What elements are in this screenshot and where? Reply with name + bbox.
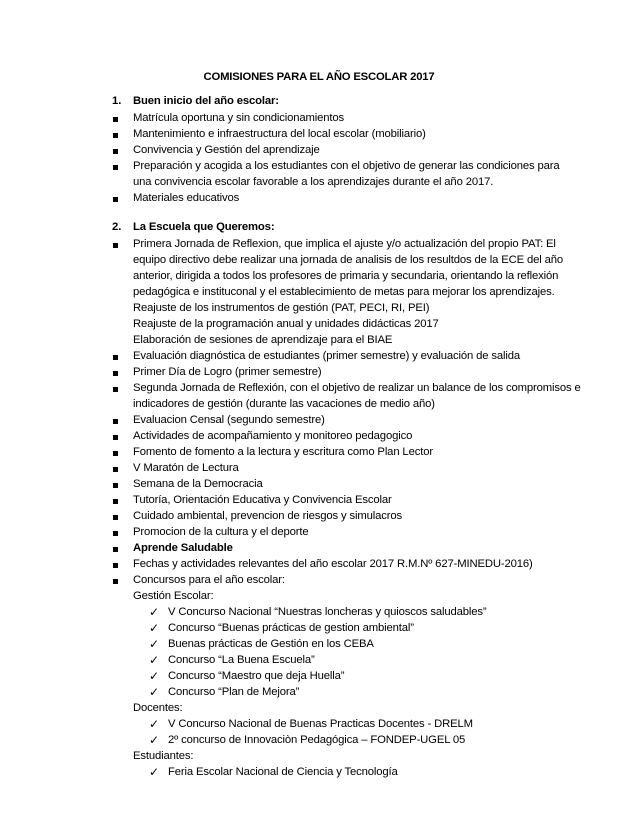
bullet-icon [113,371,118,376]
list-item: Evaluacion Censal (segundo semestre) [133,414,325,426]
bullet-icon [113,499,118,504]
bullet-icon [113,547,118,552]
bullet-icon [113,387,118,392]
checkmark-icon: ✓ [149,717,160,731]
list-item-continuation: Reajuste de la programación anual y unidades didácticas 2017 [133,318,439,330]
bullet-icon [113,165,118,170]
bullet-icon [113,149,118,154]
bullet-icon [113,515,118,520]
contest-item: Concurso “Maestro que deja Huella” [168,670,345,682]
bullet-icon [113,531,118,536]
list-item: Fechas y actividades relevantes del año escolar 2017 R.M.Nº 627-MINEDU-2016) [133,558,533,570]
section-1-heading: Buen inicio del año escolar: [133,95,279,107]
list-item-continuation: una convivencia escolar favorable a los aprendizajes durante el año 2017. [133,176,494,188]
list-item: Materiales educativos [133,192,240,204]
bullet-icon [113,133,118,138]
bullet-icon [113,197,118,202]
contest-item: Concurso “La Buena Escuela” [168,654,315,666]
list-item-continuation: indicadores de gestión (durante las vacaciones de medio año) [133,398,435,410]
list-item-continuation: equipo directivo debe realizar una jornada de analisis de los resultdos de la ECE del año [133,254,564,266]
bullet-icon [113,483,118,488]
list-item: Evaluación diagnóstica de estudiantes (primer semestre) y evaluación de salida [133,350,521,362]
list-item: Tutoría, Orientación Educativa y Convivencia Escolar [133,494,392,506]
list-item-continuation: pedagógica e instituconal y el establecimiento de metas para mejorar los aprendizajes. [133,286,555,298]
contest-item: V Concurso Nacional “Nuestras loncheras y quioscos saludables” [168,606,487,618]
list-item: Promocion de la cultura y el deporte [133,526,309,538]
contest-item: Feria Escolar Nacional de Ciencia y Tecnología [168,766,398,778]
checkmark-icon: ✓ [149,669,160,683]
bullet-icon [113,355,118,360]
checkmark-icon: ✓ [149,733,160,747]
list-item: Preparación y acogida a los estudiantes con el objetivo de generar las condiciones para [133,160,560,172]
checkmark-icon: ✓ [149,653,160,667]
contest-item: Concurso “Buenas prácticas de gestion ambiental” [168,622,414,634]
bullet-icon [113,579,118,584]
section-2-heading: La Escuela que Queremos: [133,221,275,233]
list-item: Primera Jornada de Reflexion, que implica el ajuste y/o actualización del propio PAT: El [133,238,556,250]
checkmark-icon: ✓ [149,685,160,699]
bullet-icon [113,117,118,122]
checkmark-icon: ✓ [149,765,160,779]
list-item: Aprende Saludable [133,542,233,554]
list-item: Fomento de fomento a la lectura y escritura como Plan Lector [133,446,433,458]
bullet-icon [113,435,118,440]
list-item: Actividades de acompañamiento y monitoreo pedagogico [133,430,413,442]
bullet-icon [113,243,118,248]
subgroup-label-gestion: Gestión Escolar: [133,590,214,602]
list-item: Convivencia y Gestión del aprendizaje [133,144,320,156]
list-item: Mantenimiento e infraestructura del local escolar (mobiliario) [133,128,426,140]
bullet-icon [113,563,118,568]
subgroup-label-docentes: Docentes: [133,702,183,714]
contest-item: Concurso “Plan de Mejora” [168,686,300,698]
list-item: Matrícula oportuna y sin condicionamientos [133,112,344,124]
bullet-icon [113,467,118,472]
section-1-number: 1. [112,95,122,107]
checkmark-icon: ✓ [149,621,160,635]
section-2-number: 2. [112,221,122,233]
contest-item: V Concurso Nacional de Buenas Practicas Docentes - DRELM [168,718,473,730]
list-item: Segunda Jornada de Reflexión, con el objetivo de realizar un balance de los compromisos e [133,382,581,394]
bullet-icon [113,451,118,456]
list-item-continuation: anterior, dirigida a todos los profesores de primaria y secundaria, orientando la reflexión [133,270,559,282]
document-title: COMISIONES PARA EL AÑO ESCOLAR 2017 [203,71,435,83]
contest-item: Buenas prácticas de Gestión en los CEBA [168,638,374,650]
list-item: V Maratón de Lectura [133,462,239,474]
list-item: Cuidado ambiental, prevencion de riesgos y simulacros [133,510,402,522]
subgroup-label-estudiantes: Estudiantes: [133,750,194,762]
list-item: Concursos para el año escolar: [133,574,285,586]
bullet-icon [113,419,118,424]
list-item-continuation: Elaboración de sesiones de aprendizaje para el BIAE [133,334,393,346]
list-item-continuation: Reajuste de los instrumentos de gestión (PAT, PECI, RI, PEI) [133,302,430,314]
checkmark-icon: ✓ [149,605,160,619]
list-item: Primer Día de Logro (primer semestre) [133,366,322,378]
checkmark-icon: ✓ [149,637,160,651]
list-item: Semana de la Democracia [133,478,263,490]
contest-item: 2º concurso de Innovaciòn Pedagógica – FONDEP-UGEL 05 [168,734,466,746]
